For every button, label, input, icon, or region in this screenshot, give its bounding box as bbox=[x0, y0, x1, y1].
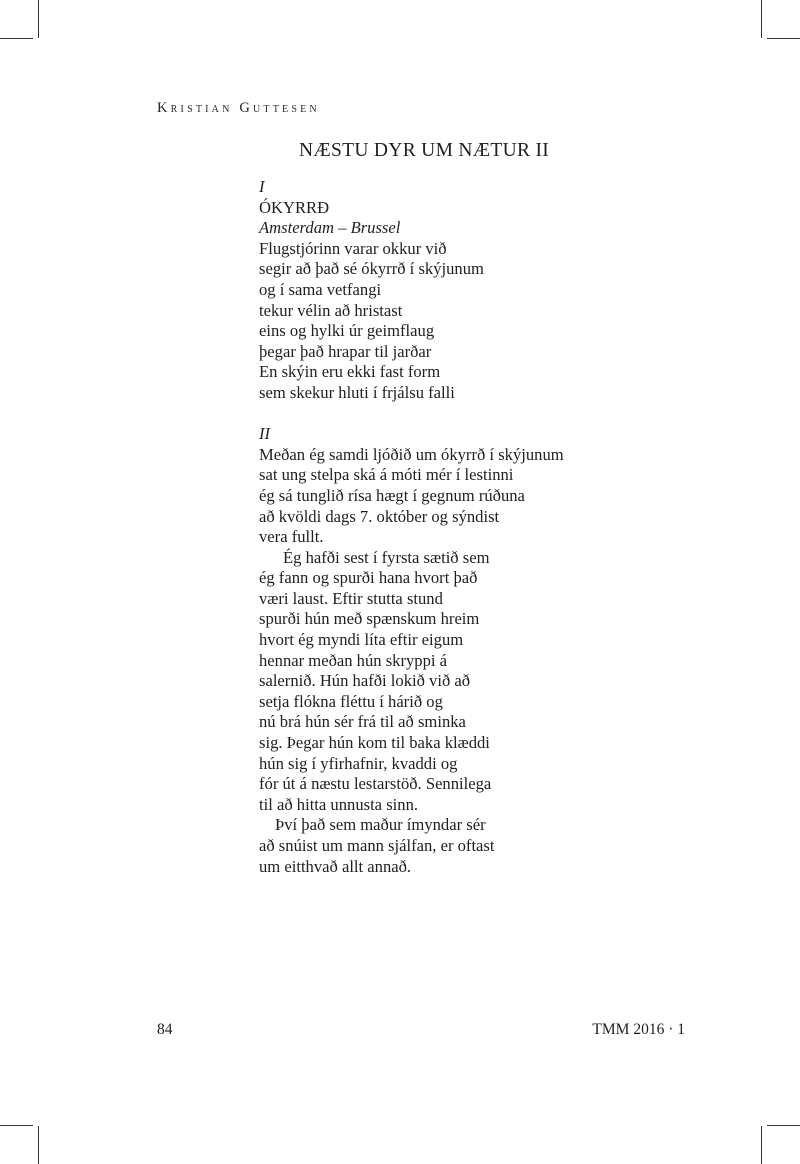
poem-line: salernið. Hún hafði lokið við að bbox=[259, 671, 471, 691]
poem-line: sat ung stelpa ská á móti mér í lestinni bbox=[259, 465, 514, 485]
section-heading: ÓKYRRÐ bbox=[259, 197, 330, 217]
crop-mark-bottom-left-h bbox=[0, 1125, 33, 1126]
poem-line: nú brá hún sér frá til að sminka bbox=[259, 712, 466, 732]
section-numeral: II bbox=[259, 424, 271, 444]
poem-line: vera fullt. bbox=[259, 527, 324, 547]
poem-line: hún sig í yfirhafnir, kvaddi og bbox=[259, 753, 458, 773]
running-head: Kristian Guttesen bbox=[157, 100, 320, 116]
poem-line: um eitthvað allt annað. bbox=[259, 856, 412, 876]
poem-line: þegar það hrapar til jarðar bbox=[259, 341, 432, 361]
poem-line: ég fann og spurði hana hvort það bbox=[259, 568, 478, 588]
poem-line: væri laust. Eftir stutta stund bbox=[259, 588, 443, 608]
crop-mark-bottom-left bbox=[38, 1126, 39, 1164]
section-numeral: I bbox=[259, 177, 265, 196]
poem-line: hvort ég myndi líta eftir eigum bbox=[259, 630, 464, 650]
crop-mark-bottom-right bbox=[761, 1126, 762, 1164]
poem-line: ég sá tunglið rísa hægt í gegnum rúðuna bbox=[259, 485, 525, 505]
poem-line: sig. Þegar hún kom til baka klæddi bbox=[259, 733, 490, 753]
poem-line: að kvöldi dags 7. október og sýndist bbox=[259, 506, 500, 526]
poem-line: spurði hún með spænskum hreim bbox=[259, 609, 480, 629]
poem-line: sem skekur hluti í frjálsu falli bbox=[259, 382, 455, 402]
poem-line: til að hitta unnusta sinn. bbox=[259, 794, 419, 814]
journal-issue: TMM 2016 · 1 bbox=[592, 1021, 685, 1038]
poem-line: eins og hylki úr geimflaug bbox=[259, 321, 435, 341]
page-number: 84 bbox=[157, 1021, 173, 1038]
poem-title: NÆSTU DYR UM NÆTUR II bbox=[299, 140, 550, 161]
poem-line: tekur vélin að hristast bbox=[259, 300, 403, 320]
crop-mark-top-right-h bbox=[767, 38, 800, 39]
poem-line: Flugstjórinn varar okkur við bbox=[259, 238, 447, 258]
crop-mark-top-right bbox=[761, 0, 762, 38]
crop-mark-top-left bbox=[38, 0, 39, 38]
stanza-gap bbox=[259, 404, 564, 425]
crop-mark-bottom-right-h bbox=[767, 1125, 800, 1126]
poem-line: Því það sem maður ímyndar sér bbox=[275, 815, 486, 835]
poem-body bbox=[259, 177, 564, 877]
crop-mark-top-left-h bbox=[0, 38, 33, 39]
poem-line: segir að það sé ókyrrð í skýjunum bbox=[259, 259, 484, 279]
section-subtitle: Amsterdam – Brussel bbox=[259, 218, 401, 238]
poem-line: Ég hafði sest í fyrsta sætið sem bbox=[283, 547, 490, 567]
poem-line: og í sama vetfangi bbox=[259, 279, 382, 299]
poem-line: En skýin eru ekki fast form bbox=[259, 362, 441, 382]
poem-line: Meðan ég samdi ljóðið um ókyrrð í skýjunum bbox=[259, 444, 564, 464]
poem-line: að snúist um mann sjálfan, er oftast bbox=[259, 836, 495, 855]
poem-line: setja flókna fléttu í hárið og bbox=[259, 691, 443, 711]
poem-line: fór út á næstu lestarstöð. Sennilega bbox=[259, 774, 492, 794]
poem-line: hennar meðan hún skryppi á bbox=[259, 650, 448, 670]
